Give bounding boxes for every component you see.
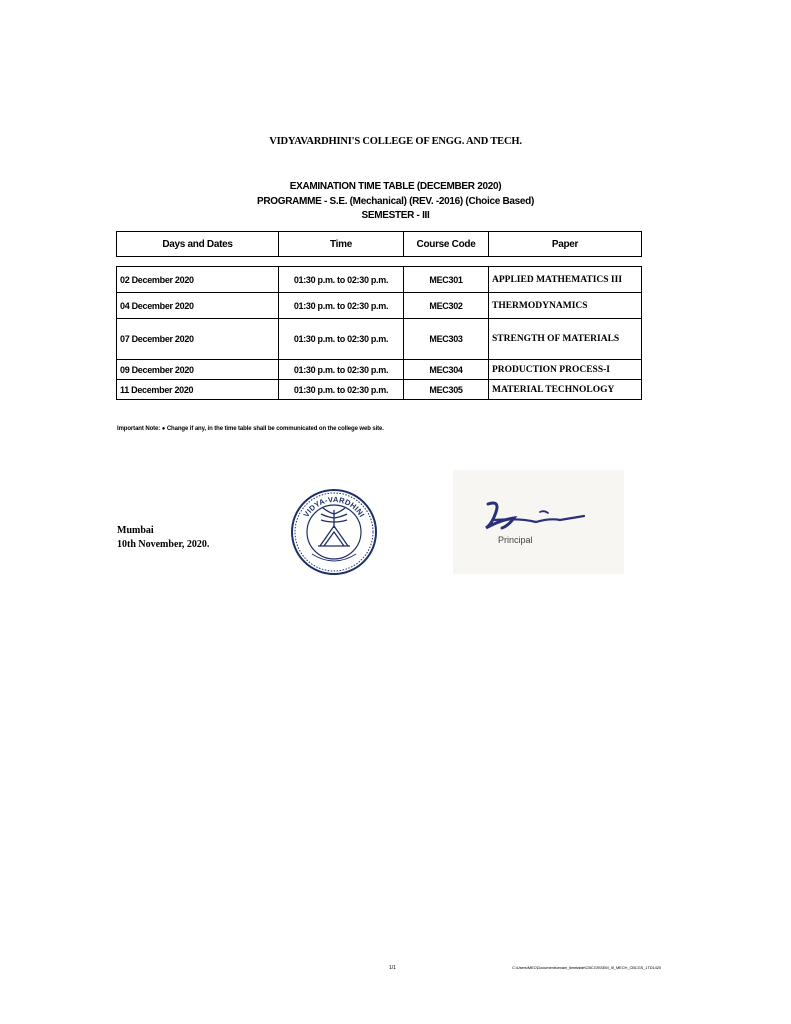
course-code: MEC303	[404, 319, 489, 360]
issue-place: Mumbai	[117, 525, 154, 536]
programme-title: PROGRAMME - S.E. (Mechanical) (REV. -2016) (Choice Based)	[256, 196, 535, 207]
course-code: MEC305	[404, 380, 489, 400]
page-number: 1/1	[389, 965, 396, 971]
timetable-header	[116, 231, 642, 257]
paper-name: PRODUCTION PROCESS-I	[489, 360, 642, 380]
table-row	[117, 267, 642, 293]
timetable	[116, 266, 642, 400]
principal-label: Principal	[498, 535, 533, 545]
paper-name: THERMODYNAMICS	[489, 293, 642, 319]
table-row	[117, 380, 642, 400]
college-name: VIDYAVARDHINI'S COLLEGE OF ENGG. AND TECH.	[269, 136, 522, 147]
exam-title: EXAMINATION TIME TABLE (DECEMBER 2020)	[289, 181, 502, 192]
header-course-code: Course Code	[404, 232, 489, 257]
table-row	[117, 293, 642, 319]
exam-date: 09 December 2020	[117, 360, 279, 380]
table-row	[117, 360, 642, 380]
paper-name: STRENGTH OF MATERIALS	[489, 319, 642, 360]
college-seal-icon	[290, 488, 378, 576]
table-row	[117, 319, 642, 360]
exam-date: 02 December 2020	[117, 267, 279, 293]
course-code: MEC302	[404, 293, 489, 319]
issue-date: 10th November, 2020.	[117, 539, 210, 550]
seal-text: VIDYA-VARDHINI	[301, 494, 367, 519]
paper-name: APPLIED MATHEMATICS III	[489, 267, 642, 293]
file-path: C:\Users\MEC\Documents\exam_timetable\CBCGS\SEM_III_MECH_CBCGS_1TD1420	[512, 965, 662, 970]
principal-signature-icon	[480, 498, 590, 534]
course-code: MEC301	[404, 267, 489, 293]
exam-date: 07 December 2020	[117, 319, 279, 360]
important-note: Important Note: ● Change if any, in the time table shall be communicated on the college web site.	[117, 426, 384, 432]
header-days-dates: Days and Dates	[117, 232, 279, 257]
exam-time: 01:30 p.m. to 02:30 p.m.	[279, 319, 404, 360]
exam-time: 01:30 p.m. to 02:30 p.m.	[279, 267, 404, 293]
exam-time: 01:30 p.m. to 02:30 p.m.	[279, 360, 404, 380]
semester-title: SEMESTER - III	[361, 210, 430, 221]
exam-date: 04 December 2020	[117, 293, 279, 319]
exam-time: 01:30 p.m. to 02:30 p.m.	[279, 380, 404, 400]
header-paper: Paper	[489, 232, 642, 257]
paper-name: MATERIAL TECHNOLOGY	[489, 380, 642, 400]
header-time: Time	[279, 232, 404, 257]
exam-time: 01:30 p.m. to 02:30 p.m.	[279, 293, 404, 319]
exam-date: 11 December 2020	[117, 380, 279, 400]
issue-place-date	[117, 524, 209, 552]
course-code: MEC304	[404, 360, 489, 380]
